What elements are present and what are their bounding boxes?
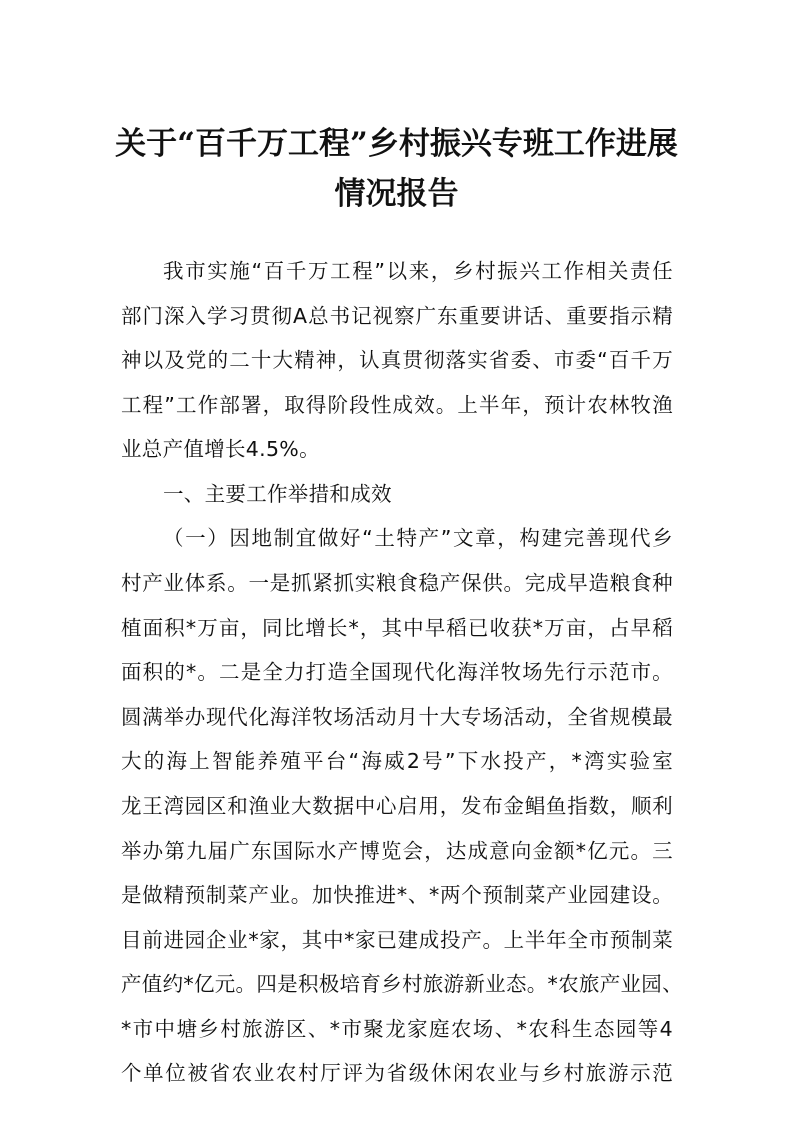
paragraph-line: 村产业体系。一是抓紧抓实粮食稳产保供。完成早造粮食种 [121, 571, 673, 595]
document-title-line-1: 关于“百千万工程”乡村振兴专班工作进展 [115, 126, 678, 162]
paragraph-line: 业总产值增长4.5%。 [121, 437, 320, 461]
paragraph-line: 目前进园企业*家，其中*家已建成投产。上半年全市预制菜 [121, 928, 673, 952]
section-heading: 一、主要工作举措和成效 [163, 482, 392, 506]
paragraph-line: 举办第九届广东国际水产博览会，达成意向金额*亿元。三 [121, 839, 673, 863]
paragraph-line: 个单位被省农业农村厅评为省级休闲农业与乡村旅游示范 [121, 1061, 673, 1085]
paragraph-line: 工程”工作部署，取得阶段性成效。上半年，预计农林牧渔 [121, 393, 673, 417]
paragraph-line: （一）因地制宜做好“土特产”文章，构建完善现代乡 [163, 526, 673, 550]
paragraph-line: 面积的*。二是全力打造全国现代化海洋牧场先行示范市。 [121, 660, 673, 684]
paragraph-line: 部门深入学习贯彻A总书记视察广东重要讲话、重要指示精 [121, 304, 673, 328]
paragraph-line: 龙王湾园区和渔业大数据中心启用，发布金鲳鱼指数，顺利 [121, 794, 673, 818]
document-title-line-2: 情况报告 [334, 176, 459, 212]
paragraph-line: 神以及党的二十大精神，认真贯彻落实省委、市委“百千万 [121, 348, 673, 372]
paragraph-line: 圆满举办现代化海洋牧场活动月十大专场活动，全省规模最 [121, 705, 673, 729]
paragraph-line: 我市实施“百千万工程”以来，乡村振兴工作相关责任 [163, 259, 673, 283]
paragraph-line: 大的海上智能养殖平台“海威2号”下水投产，*湾实验室 [121, 749, 673, 773]
paragraph-line: 是做精预制菜产业。加快推进*、*两个预制菜产业园建设。 [121, 883, 673, 907]
paragraph-line: 植面积*万亩，同比增长*，其中早稻已收获*万亩，占早稻 [121, 616, 673, 640]
paragraph-line: 产值约*亿元。四是积极培育乡村旅游新业态。*农旅产业园、 [121, 972, 683, 996]
paragraph-line: *市中塘乡村旅游区、*市聚龙家庭农场、*农科生态园等4 [121, 1017, 673, 1041]
